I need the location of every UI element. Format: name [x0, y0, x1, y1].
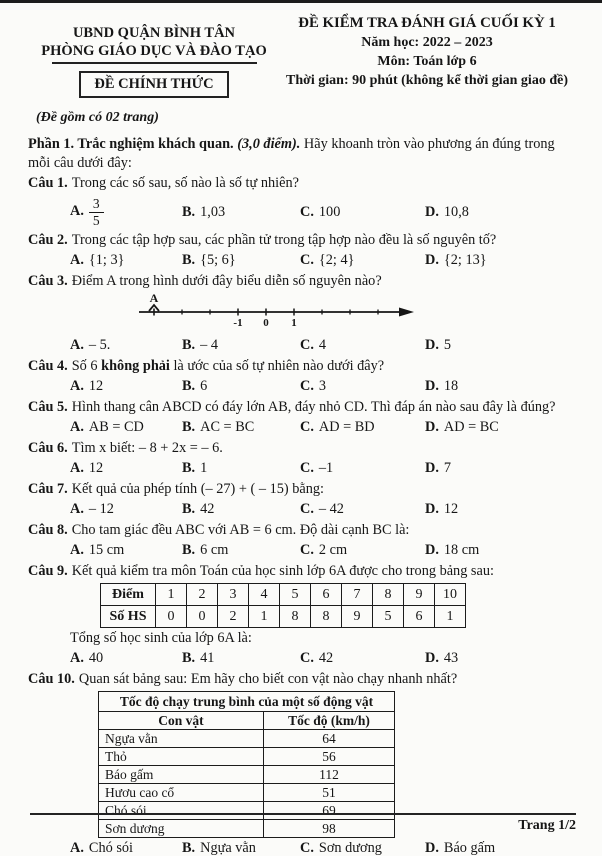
tick-label-1: 1: [291, 317, 297, 330]
option-d: D. 5: [425, 337, 452, 354]
table-cell: 0: [156, 606, 187, 628]
option-c: C. 42: [300, 650, 334, 667]
option-d: D. 10,8: [425, 203, 469, 220]
question-6: [28, 439, 574, 478]
option-c: C. AD = BD: [300, 419, 375, 436]
option-a: A. 12: [70, 460, 104, 477]
table-cell: 1: [156, 584, 187, 606]
table-cell: 98: [264, 820, 395, 838]
question-3: [28, 272, 574, 355]
option-b: B. 6: [182, 378, 208, 395]
table-cell: 64: [264, 730, 395, 748]
option-b: B. – 4: [182, 337, 218, 354]
page-count-note: (Đề gồm có 02 trang): [36, 110, 159, 125]
table-cell: 5: [280, 584, 311, 606]
table-cell: 6: [311, 584, 342, 606]
authority-line-1: UBND QUẬN BÌNH TÂN: [72, 25, 236, 41]
option-a: A. 12: [70, 378, 104, 395]
table-cell: 51: [264, 784, 395, 802]
question-1-options: [28, 196, 574, 228]
arrow-right-icon: [399, 308, 414, 317]
option-d: D. 7: [425, 460, 452, 477]
option-d: D. 43: [425, 650, 459, 667]
option-d: D. 12: [425, 501, 459, 518]
option-c: C. –1: [300, 460, 334, 477]
table-cell: Chó sói: [99, 802, 264, 820]
table-cell: 7: [342, 584, 373, 606]
option-b: B. 1,03: [182, 203, 226, 220]
question-7-options: [28, 500, 574, 519]
page-number: Trang 1/2: [518, 818, 576, 833]
tick-label-0: 0: [263, 317, 269, 330]
option-d: D. {2; 13}: [425, 252, 487, 269]
exam-header: [28, 11, 574, 126]
question-7: [28, 480, 574, 519]
question-4-text: Câu 4. Số 6 không phải là ước của số tự nhiên nào dưới đây?: [28, 358, 385, 375]
score-frequency-table: [100, 583, 466, 628]
option-c: C. 100: [300, 203, 341, 220]
question-6-text: Câu 6. Tìm x biết: – 8 + 2x = – 6.: [28, 440, 223, 457]
table-cell: 4: [249, 584, 280, 606]
page-footer: [30, 813, 576, 834]
question-6-options: [28, 459, 574, 478]
table-cell: Con vật: [99, 712, 264, 730]
option-b: B. 1: [182, 460, 208, 477]
option-b: B. 6 cm: [182, 542, 229, 559]
option-a: A. Chó sói: [70, 840, 133, 856]
option-a: A. {1; 3}: [70, 252, 125, 269]
number-line-figure: [136, 292, 574, 335]
question-8-text: Câu 8. Cho tam giác đều ABC với AB = 6 cm. Độ dài cạnh BC là:: [28, 522, 410, 539]
question-8: [28, 521, 574, 560]
option-b: B. Ngựa vằn: [182, 840, 256, 856]
question-8-options: [28, 541, 574, 560]
table-cell: 8: [280, 606, 311, 628]
table-cell: Hươu cao cổ: [99, 784, 264, 802]
official-exam-stamp: ĐỀ CHÍNH THỨC: [79, 71, 228, 98]
option-d: D. AD = BC: [425, 419, 499, 436]
question-5-options: [28, 418, 574, 437]
part1-instruction: Hãy khoanh tròn vào phương án đúng trong mỗi câu dưới đây:: [28, 136, 555, 171]
question-4: [28, 357, 574, 396]
question-9-options: [28, 649, 574, 668]
point-a-label: A: [149, 292, 159, 306]
option-a: A. – 5.: [70, 337, 111, 354]
table-cell: 8: [311, 606, 342, 628]
option-c: C. 2 cm: [300, 542, 348, 559]
option-d: D. Báo gấm: [425, 840, 496, 856]
option-c: C. 4: [300, 337, 327, 354]
question-10-options: [28, 839, 574, 856]
option-c: C. – 42: [300, 501, 344, 518]
option-a: A. 40: [70, 650, 104, 667]
table-cell: Sơn dương: [99, 820, 264, 838]
table-row: [99, 730, 395, 748]
question-9-subtext: Tổng số học sinh của lớp 6A là:: [70, 630, 252, 647]
question-10-text: Câu 10. Quan sát bảng sau: Em hãy cho biết con vật nào chạy nhanh nhất?: [28, 671, 458, 688]
table-cell: 1: [249, 606, 280, 628]
question-2-text: Câu 2. Trong các tập hợp sau, các phần tử trong tập hợp nào đều là số nguyên tố?: [28, 232, 497, 249]
option-d: D. 18: [425, 378, 459, 395]
table-cell: Điểm: [101, 584, 156, 606]
duration: Thời gian: 90 phút (không kể thời gian giao đề): [286, 73, 568, 88]
table-row-scores: [101, 584, 466, 606]
option-c: C. Sơn dương: [300, 840, 382, 856]
table-row: [99, 784, 395, 802]
table-cell: Tốc độ (km/h): [264, 712, 395, 730]
table-row-counts: [101, 606, 466, 628]
table-cell: 6: [404, 606, 435, 628]
table-cell: 3: [218, 584, 249, 606]
table-cell: 0: [187, 606, 218, 628]
table-row: [99, 748, 395, 766]
question-3-options: [28, 336, 574, 355]
table-header-row: [99, 712, 395, 730]
number-line-svg: [136, 292, 418, 330]
option-b: B. {5; 6}: [182, 252, 236, 269]
exam-title: ĐỀ KIỂM TRA ĐÁNH GIÁ CUỐI KỲ 1: [298, 15, 556, 31]
table-cell: Báo gấm: [99, 766, 264, 784]
table-cell: Tốc độ chạy trung bình của một số động vật: [99, 692, 395, 712]
table-cell: 56: [264, 748, 395, 766]
option-a: A. 15 cm: [70, 542, 125, 559]
page-content: [0, 11, 602, 856]
option-b: B. 42: [182, 501, 215, 518]
table-cell: Số HS: [101, 606, 156, 628]
school-year: Năm học: 2022 – 2023: [361, 35, 493, 50]
question-9-text: Câu 9. Kết quả kiểm tra môn Toán của học sinh lớp 6A được cho trong bảng sau:: [28, 563, 494, 580]
option-c: C. 3: [300, 378, 327, 395]
table-cell: 2: [187, 584, 218, 606]
authority-line-2: PHÒNG GIÁO DỤC VÀ ĐÀO TẠO: [41, 43, 267, 59]
subject: Môn: Toán lớp 6: [377, 54, 477, 69]
table-row: [99, 766, 395, 784]
question-1-text: Câu 1. Trong các số sau, số nào là số tự nhiên?: [28, 175, 299, 191]
question-4-options: [28, 377, 574, 396]
table-cell: 5: [373, 606, 404, 628]
option-d: D. 18 cm: [425, 542, 480, 559]
question-7-text: Câu 7. Kết quả của phép tính (– 27) + ( – 15) bằng:: [28, 481, 324, 498]
question-9: [28, 562, 574, 668]
issuing-authority-block: [28, 11, 280, 126]
table-cell: Thỏ: [99, 748, 264, 766]
table-cell: 2: [218, 606, 249, 628]
table-cell: 9: [404, 584, 435, 606]
option-a: A. – 12: [70, 501, 114, 518]
part1-title: Phần 1. Trắc nghiệm khách quan.: [28, 136, 234, 152]
option-b: B. 41: [182, 650, 215, 667]
table-cell: 1: [435, 606, 466, 628]
option-c: C. {2; 4}: [300, 252, 355, 269]
table-cell: 69: [264, 802, 395, 820]
fraction-three-fifths: $\frac{3}{5}$: [89, 196, 104, 228]
option-a: A. $\frac{3}{5}$: [70, 196, 182, 228]
option-b: B. AC = BC: [182, 419, 255, 436]
table-cell: 10: [435, 584, 466, 606]
tick-label-minus1: -1: [233, 317, 243, 330]
part1-heading: [28, 135, 574, 173]
option-a: A. AB = CD: [70, 419, 144, 436]
question-3-text: Câu 3. Điểm A trong hình dưới đây biểu diễn số nguyên nào?: [28, 273, 382, 290]
table-cell: Ngựa vằn: [99, 730, 264, 748]
exam-title-block: [280, 11, 574, 126]
question-1: [28, 174, 574, 228]
question-2-options: [28, 251, 574, 270]
scan-edge-bar: [0, 0, 602, 3]
table-title-row: [99, 692, 395, 712]
question-5-text: Câu 5. Hình thang cân ABCD có đáy lớn AB, đáy nhỏ CD. Thì đáp án nào sau đây là đúng?: [28, 399, 556, 416]
table-cell: 9: [342, 606, 373, 628]
table-cell: 112: [264, 766, 395, 784]
question-5: [28, 398, 574, 437]
table-cell: 8: [373, 584, 404, 606]
part1-points: (3,0 điểm).: [237, 136, 301, 152]
question-2: [28, 231, 574, 270]
